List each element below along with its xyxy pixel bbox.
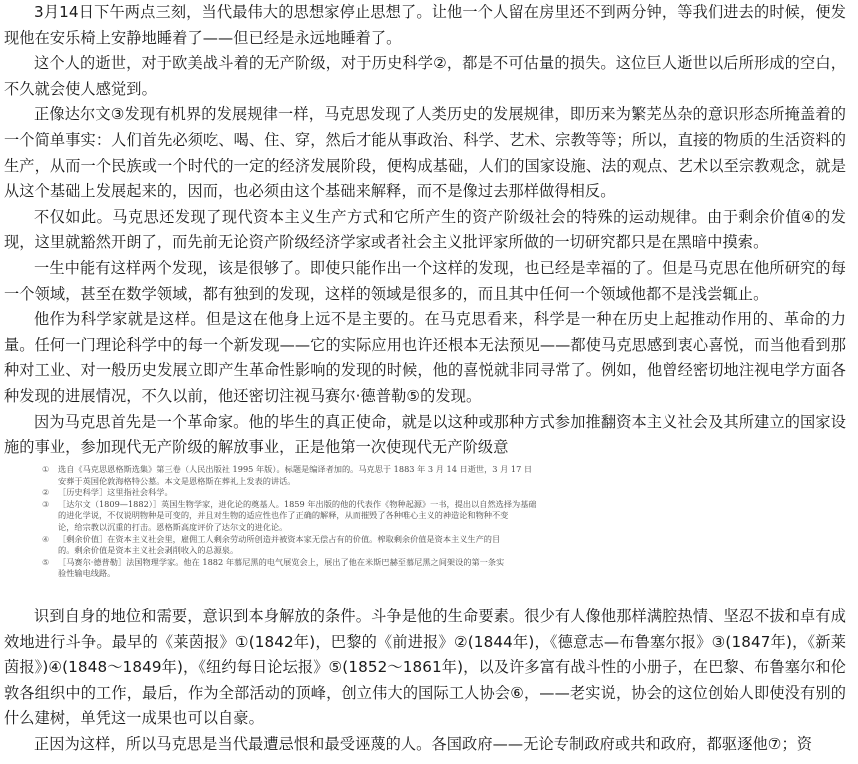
footnote-text: ［马赛尔·德普勒］法国物理学家。他在 1882 年慕尼黑的电气展览会上，展出了他在米斯巴赫至慕尼黑之间架设的第一条实 [58,556,505,567]
paragraph-2: 这个人的逝世，对于欧美战斗着的无产阶级，对于历史科学②，都是不可估量的损失。这位巨人逝世以后所形成的空白，不久就会使人感觉到。 [4,54,846,98]
paragraph-8: 识到自身的地位和需要，意识到本身解放的条件。斗争是他的生命要素。很少有人像他那样满腔热情、坚忍不拔和卓有成效地进行斗争。最早的《莱茵报》①(1842年)，巴黎的《前进报》②(1844年)，《德意志—布鲁塞尔报》③(1847年)，《新莱茵报》)④(1848～1849年)，《纽约每日论坛报》⑤(1852～1861年)，以及许多富有战斗性的小册子，在巴黎、布鲁塞尔和伦敦各组织中的工作，最后，作为全部活动的顶峰，创立伟大的国际工人协会⑥，——老实说，协会的这位创始人即使没有别的什么建树，单凭这一成果也可以自豪。 [4,607,846,728]
footnote-text: ［历史科学］这里指社会科学。 [58,487,173,498]
footnote-line [34,545,590,557]
footnote-text: 的进化学说，不仅说明物种是可变的，并且对生物的适应性也作了正确的解释，从而摧毁了各种唯心主义的神造论和物种不变 [58,510,509,521]
paragraph-6: 他作为科学家就是这样。但是这在他身上远不是主要的。在马克思看来，科学是一种在历史上起推动作用的、革命的力量。任何一门理论科学中的每一个新发现——它的实际应用也许还根本无法预见——都使马克思感到衷心喜悦，而当他看到那种对工业、对一般历史发展立即产生革命性影响的发现的时候，他的喜悦就非同寻常了。例如，他曾经密切地注视电学方面各种发现的进展情况，不久以前，他还密切注视马赛尔·德普勒⑤的发现。 [4,310,846,405]
footnote-line [34,499,590,511]
footnote-line [34,464,590,476]
footnotes-image [34,464,590,602]
footnote-text: 选自《马克思恩格斯选集》第三卷（人民出版社 1995 年版）。标题是编译者加的。马克思于 1883 年 3 月 14 日逝世，3 月 17 日 [58,464,533,474]
paragraph-4: 不仅如此。马克思还发现了现代资本主义生产方式和它所产生的资产阶级社会的特殊的运动规律。由于剩余价值④的发现，这里就豁然开朗了，而先前无论资产阶级经济学家或者社会主义批评家所做的一切研究都只是在黑暗中摸索。 [4,207,846,252]
paragraph-7: 因为马克思首先是一个革命家。他的毕生的真正使命，就是以这种或那种方式参加推翻资本主义社会及其所建立的国家设施的事业，参加现代无产阶级的解放事业，正是他第一次使现代无产阶级意 [4,412,846,457]
footnote-text: ［剩余价值］在资本主义社会里，雇佣工人剩余劳动所创造并被资本家无偿占有的价值。榨取剩余价值是资本主义生产的目 [58,533,501,544]
footnote-mark: ② [42,487,50,498]
footnote-text: 的。剩余价值是资本主义社会剥削收入的总源泉。 [58,545,239,556]
footnote-line [34,534,590,546]
paragraph-3: 正像达尔文③发现有机界的发展规律一样，马克思发现了人类历史的发展规律，即历来为繁芜丛杂的意识形态所掩盖着的一个简单事实：人们首先必须吃、喝、住、穿，然后才能从事政治、科学、艺术、宗教等等；所以，直接的物质的生活资料的生产，从而一个民族或一个时代的一定的经济发展阶段，便构成基础，人们的国家设施、法的观点、艺术以至宗教观念，就是从这个基础上发展起来的，因而，也必须由这个基础来解释，而不是像过去那样做得相反。 [4,105,846,201]
footnote-mark: ⑤ [42,556,50,567]
paragraph-1: 3月14日下午两点三刻，当代最伟大的思想家停止思想了。让他一个人留在房里还不到两分钟，等我们进去的时候，便发现他在安乐椅上安静地睡着了——但已经是永远地睡着了。 [4,3,846,47]
footnote-line [34,476,590,488]
footnote-line [34,510,590,522]
paragraph-5: 一生中能有这样两个发现，该是很够了。即使只能作出一个这样的发现，也已经是幸福的了。但是马克思在他所研究的每一个领域，甚至在数学领域，都有独到的发现，这样的领域是很多的，而且其中任何一个领域他都不是浅尝辄止。 [4,258,846,303]
footnote-text: 安葬于英国伦敦海格特公墓。本文是恩格斯在葬礼上发表的讲话。 [58,475,296,486]
footnote-line [34,557,590,569]
footnote-line [34,568,590,580]
footnote-mark: ③ [42,498,50,509]
footnote-line [34,522,590,534]
footnote-text: 论，给宗教以沉重的打击。恩格斯高度评价了达尔文的进化论。 [58,521,288,532]
article-body-bottom [0,604,850,758]
footnote-line [34,487,590,499]
paragraph-9: 正因为这样，所以马克思是当代最遭忌恨和最受诬蔑的人。各国政府——无论专制政府或共和政府，都驱逐他⑦；资 [34,734,813,753]
footnote-text: 验性输电线路。 [58,568,116,579]
footnote-text: ［达尔文（1809—1882）］英国生物学家，进化论的奠基人。1859 年出版的他的代表作《物种起源》一书，提出以自然选择为基础 [58,498,537,509]
footnote-mark: ① [42,464,50,474]
footnote-mark: ④ [42,533,50,544]
